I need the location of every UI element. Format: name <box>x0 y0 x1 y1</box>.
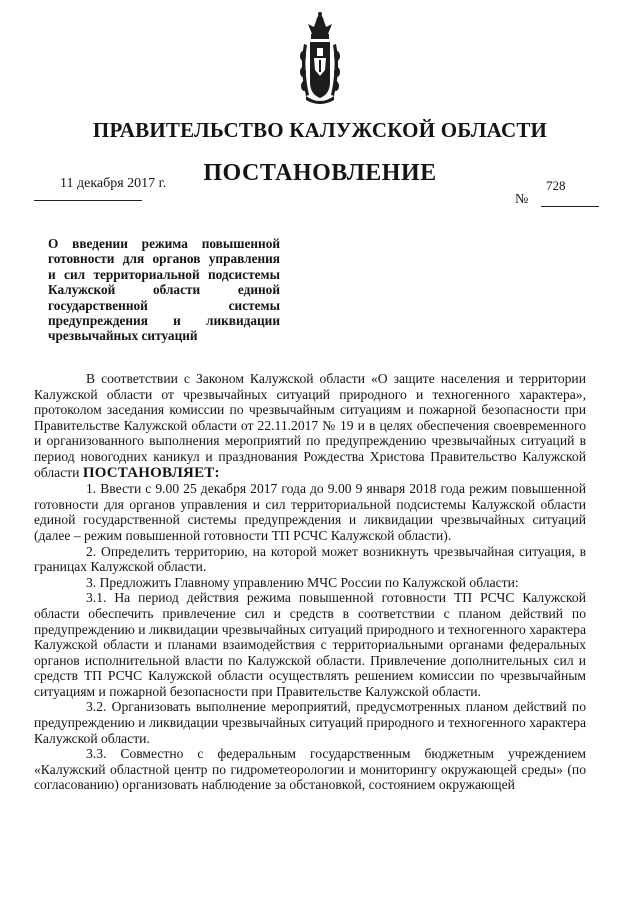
document-subject <box>48 236 280 344</box>
subject-line: и сил территориальной подсистемы <box>48 266 280 282</box>
document-type-title: ПОСТАНОВЛЕНИЕ <box>203 160 437 186</box>
subject-line: готовности для органов управления <box>48 251 280 267</box>
subject-line: О введении режима повышенной <box>48 236 280 251</box>
preamble-text: В соответствии с Законом Калужской области «О защите населения и территории Калужской области от чрезвычайных ситуаций природного и техногенного характера», протоколом заседания комиссии по чрезвычайным ситуациям и пожарной безопасности при Правительстве Калужской области от 22.11.2017 № 19 и в целях обеспечения своевременного и организованного выполнения мероприятий по предупреждению чрезвычайных ситуаций в период новогодних каникул и празднования Рождества Христова Правительство Калужской области <box>34 371 586 480</box>
document-number-label: № <box>515 192 529 207</box>
preamble-paragraph <box>34 371 586 481</box>
decree-word: ПОСТАНОВЛЯЕТ: <box>82 464 220 481</box>
subject-line: чрезвычайных ситуаций <box>48 328 198 344</box>
document-number-value: 728 <box>546 178 566 193</box>
subject-line: Калужской области единой <box>48 282 280 298</box>
kaluga-coat-of-arms-icon <box>298 12 342 108</box>
clause-2: 2. Определить территорию, на которой может возникнуть чрезвычайная ситуация, в границах Калужской области. <box>34 543 586 575</box>
clause-3: 3. Предложить Главному управлению МЧС России по Калужской области: <box>86 574 519 590</box>
organization-title: ПРАВИТЕЛЬСТВО КАЛУЖСКОЙ ОБЛАСТИ <box>92 118 548 142</box>
subject-line: предупреждения и ликвидации <box>48 313 280 329</box>
document-date: 11 декабря 2017 г. <box>60 176 167 191</box>
clause-1: 1. Ввести с 9.00 25 декабря 2017 года до 9.00 9 января 2018 года режим повышенной готовности для органов управления и сил территориальной подсистемы Калужской области единой государственной системы предупреждения и ликвидации чрезвычайных ситуаций (далее – режим повышенной готовности ТП РСЧС Калужской области). <box>34 481 586 543</box>
date-underline <box>34 200 142 201</box>
document-body <box>34 371 586 793</box>
subject-line: государственной системы <box>48 297 280 313</box>
clause-3-1: 3.1. На период действия режима повышенной готовности ТП РСЧС Калужской области обеспечить привлечение сил и средств в соответствии с планом действий по предупреждению и ликвидации чрезвычайных ситуаций природного и техногенного характера Калужской области и планами взаимодействия с территориальными органами федеральных органов исполнительной власти по Калужской области. Привлечение дополнительных сил и средств ТП РСЧС Калужской области осуществлять решением комиссии по чрезвычайным ситуациям и пожарной безопасности при Правительстве Калужской области. <box>34 590 586 699</box>
clause-3-2: 3.2. Организовать выполнение мероприятий, предусмотренных планом действий по предупреждению и ликвидации чрезвычайных ситуаций природного и техногенного характера Калужской области. <box>34 699 586 746</box>
clause-3-3: 3.3. Совместно с федеральным государственным бюджетным учреждением «Калужский областной центр по гидрометеорологии и мониторингу окружающей среды» (по согласованию) организовать наблюдение за обстановкой, состоянием окружающей <box>34 746 586 793</box>
number-underline <box>541 206 599 207</box>
